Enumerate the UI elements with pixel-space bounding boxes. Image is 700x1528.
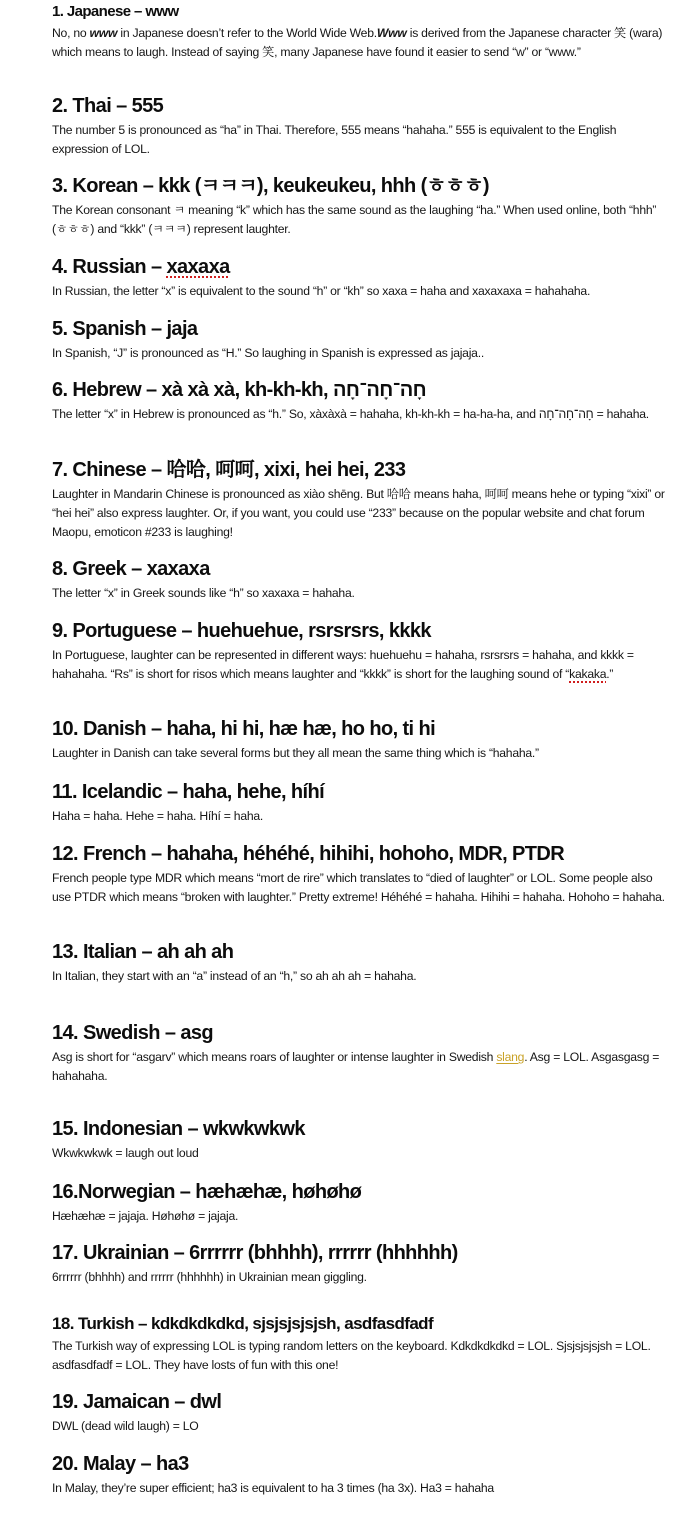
entry-title: 18. Turkish – kdkdkdkdkd, sjsjsjsjsjsh, asdfasdfadf xyxy=(52,1314,434,1333)
entry-russian xyxy=(52,254,672,301)
entry-body xyxy=(52,24,672,62)
entry-title: 11. Icelandic – haha, hehe, híhí xyxy=(52,781,325,803)
entry-title xyxy=(52,254,672,280)
entry-body: In Italian, they start with an “a” instead of an “h,” so ah ah ah = hahaha. xyxy=(52,969,417,983)
entry-japanese xyxy=(52,2,672,62)
entry-italian xyxy=(52,939,672,986)
entry-title: 8. Greek – xaxaxa xyxy=(52,558,210,580)
entry-title: 5. Spanish – jaja xyxy=(52,318,198,340)
entry-title: 15. Indonesian – wkwkwkwk xyxy=(52,1118,305,1140)
entry-title: 2. Thai – 555 xyxy=(52,95,164,117)
entry-portuguese xyxy=(52,618,672,684)
emphasis-text: Www xyxy=(376,26,407,40)
spellcheck-flagged-word[interactable]: xaxaxa xyxy=(166,256,230,278)
entry-danish xyxy=(52,716,672,763)
entry-title: 20. Malay – ha3 xyxy=(52,1453,189,1475)
emphasis-text: www xyxy=(89,26,118,40)
entry-title: 13. Italian – ah ah ah xyxy=(52,941,234,963)
entry-korean xyxy=(52,173,672,239)
entry-body: 6rrrrrr (bhhhh) and rrrrrr (hhhhhh) in Ukrainian mean giggling. xyxy=(52,1270,367,1284)
slang-link[interactable]: slang xyxy=(496,1050,525,1064)
entry-french xyxy=(52,841,672,907)
entry-title: 1. Japanese – www xyxy=(52,3,179,20)
entry-norwegian xyxy=(52,1179,672,1226)
entry-title: 16.Norwegian – hæhæhæ, høhøhø xyxy=(52,1181,362,1203)
body-text: No, no xyxy=(52,26,90,40)
body-text: . Asg = LOL. Asgasgasg = hahahaha. xyxy=(52,1050,660,1083)
entry-title: 7. Chinese – 哈哈, 呵呵, xixi, hei hei, 233 xyxy=(52,459,406,481)
entry-body: Laughter in Danish can take several forms but they all mean the same thing which is “hahaha.” xyxy=(52,746,539,760)
entry-body: Wkwkwkwk = laugh out loud xyxy=(52,1146,199,1160)
entry-ukrainian xyxy=(52,1240,672,1287)
entry-greek xyxy=(52,556,672,603)
entry-body: The number 5 is pronounced as “ha” in Thai. Therefore, 555 means “hahaha.” 555 is equivalent to the English expression of LOL. xyxy=(52,123,617,156)
entry-indonesian xyxy=(52,1116,672,1163)
body-text: In Portuguese, laughter can be represented in different ways: huehuehu = hahaha, rsrsrsrs = hahaha, and kkkk = hahahaha. “Rs” is short for risos which means laughter and “kkkk” is short for the laughing sound of “ xyxy=(52,648,634,681)
entry-body: In Spanish, “J” is pronounced as “H.” So laughing in Spanish is expressed as jajaja.. xyxy=(52,346,484,360)
entry-title: 6. Hebrew – xà xà xà, kh-kh-kh, חָה־חָה־חָה xyxy=(52,379,427,401)
entry-title: 12. French – hahaha, héhéhé, hihihi, hohoho, MDR, PTDR xyxy=(52,843,565,865)
entry-body: DWL (dead wild laugh) = LO xyxy=(52,1419,199,1433)
entry-body xyxy=(52,1048,672,1086)
entry-body: Laughter in Mandarin Chinese is pronounced as xiào shēng. But 哈哈 means haha, 呵呵 means hehe or typing “xixi” or “hei hei” also express laughter. Or, if you want, you could use “233” because on the popular website and chat forum Maopu, emoticon #233 is laughing! xyxy=(52,487,665,539)
entry-title: 9. Portuguese – huehuehue, rsrsrsrs, kkkk xyxy=(52,620,431,642)
entry-thai xyxy=(52,93,672,159)
entry-title: 14. Swedish – asg xyxy=(52,1022,213,1044)
entry-body: Hæhæhæ = jajaja. Høhøhø = jajaja. xyxy=(52,1209,239,1223)
entry-title: 19. Jamaican – dwl xyxy=(52,1391,222,1413)
entry-body: French people type MDR which means “mort de rire” which translates to “died of laughter” or LOL. Some people also use PTDR which means “broken with laughter.” Pretty extreme! Héhéhé = hahaha. Hihihi = hahaha. Hohoho = hahaha. xyxy=(52,871,665,904)
entry-body: The Turkish way of expressing LOL is typing random letters on the keyboard. Kdkdkdkdkd = LOL. Sjsjsjsjsjsh = LOL. asdfasdfadf = LOL. They have losts of fun with this one! xyxy=(52,1339,651,1372)
entry-hebrew xyxy=(52,377,672,424)
entry-icelandic xyxy=(52,779,672,826)
entry-body xyxy=(52,646,672,684)
spellcheck-flagged-word[interactable]: kakaka xyxy=(569,667,607,681)
entry-malay xyxy=(52,1451,672,1498)
entry-title: 10. Danish – haha, hi hi, hæ hæ, ho ho, ti hi xyxy=(52,718,436,740)
entry-body: Haha = haha. Hehe = haha. Híhí = haha. xyxy=(52,809,264,823)
entry-body: The letter “x” in Hebrew is pronounced as “h.” So, xàxàxà = hahaha, kh-kh-kh = ha-ha-ha, and חָה־חָה־חָה = hahaha. xyxy=(52,407,649,421)
body-text: .” xyxy=(606,667,614,681)
body-text: is derived from the Japanese character 笑 (wara) which means to laugh. Instead of saying 笑, many Japanese have found it easier to send “w” or “www.” xyxy=(52,26,663,59)
title-text: 4. Russian – xyxy=(52,256,167,278)
entry-swedish xyxy=(52,1020,672,1086)
body-text: Asg is short for “asgarv” which means roars of laughter or intense laughter in Swedish xyxy=(52,1050,497,1064)
entry-body: In Russian, the letter “x” is equivalent to the sound “h” or “kh” so xaxa = haha and xaxaxaxa = hahahaha. xyxy=(52,284,591,298)
entry-body: The Korean consonant ㅋ meaning “k” which has the same sound as the laughing “ha.” When used online, both “hhh” (ㅎㅎㅎ) and “kkk” (ㅋㅋㅋ) represent laughter. xyxy=(52,203,657,236)
entry-body: In Malay, they’re super efficient; ha3 is equivalent to ha 3 times (ha 3x). Ha3 = hahaha xyxy=(52,1481,494,1495)
entry-body: The letter “x” in Greek sounds like “h” so xaxaxa = hahaha. xyxy=(52,586,355,600)
entry-spanish xyxy=(52,316,672,363)
entry-jamaican xyxy=(52,1389,672,1436)
entry-title: 3. Korean – kkk (ㅋㅋㅋ), keukeukeu, hhh (ㅎㅎㅎ) xyxy=(52,175,489,197)
entry-chinese xyxy=(52,457,672,542)
entry-title: 17. Ukrainian – 6rrrrrr (bhhhh), rrrrrr (hhhhhh) xyxy=(52,1242,458,1264)
body-text: in Japanese doesn’t refer to the World Wide Web. xyxy=(117,26,377,40)
entry-turkish xyxy=(52,1313,672,1375)
